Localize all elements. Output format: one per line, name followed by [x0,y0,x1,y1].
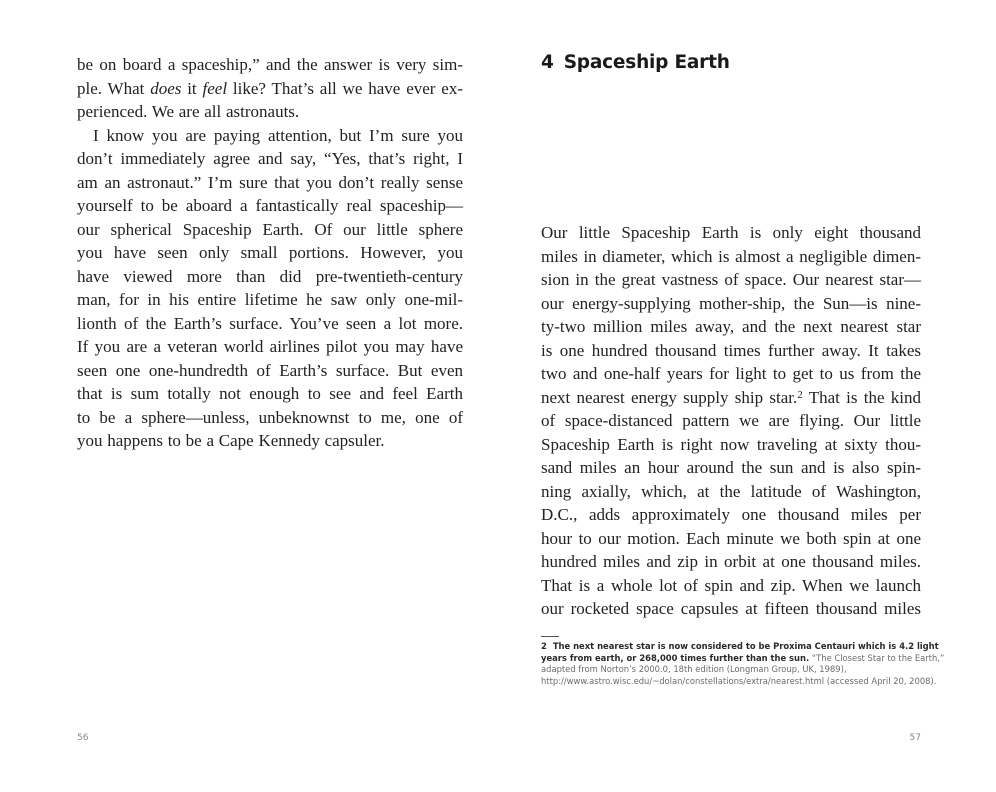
footnote [541,641,945,687]
text-line: is one hundred thousand times further away. It takes [541,340,921,360]
text-line: sand miles an hour around the sun and is also spin- [541,458,921,477]
text-line: of space-distanced pattern we are flying. Our little [541,411,921,430]
text-line: perienced. We are all astronauts. [77,102,300,121]
text-line: That is a whole lot of spin and zip. When we launch [541,575,921,595]
text-line: yourself to be aboard a fantastically real spaceship— [77,196,463,215]
text-line: you happens to be a Cape Kennedy capsuler. [77,431,385,450]
footnote-url-line[interactable]: http://www.astro.wisc.edu/~dolan/constellations/extra/nearest.html (accessed April 20, 2008). [541,675,937,686]
text-fragment: it [181,78,203,98]
footnote-line [541,641,939,653]
footnote-number: 2 [541,641,547,651]
text-line: I know you are paying attention, but I’m sure you [93,125,463,145]
footnote-line: adapted from Norton’s 2000.0, 18th edition (Longman Group, UK, 1989), [541,664,847,674]
text-line: am an astronaut.” I’m sure that you don’t really sense [77,172,463,192]
text-line [541,386,921,410]
text-line: you have seen only small portions. However, you [77,243,463,262]
text-line: to be a sphere—unless, unbeknownst to me, one of [77,407,463,427]
text-fragment: next nearest energy supply ship star. [541,387,798,407]
page-number: 56 [77,733,89,743]
text-line: sion in the great vastness of space. Our nearest star— [541,270,921,289]
text-line: that is sum totally not enough to see and feel Earth [77,384,463,403]
text-line: our rocketed space capsules at fifteen thousand miles [541,599,921,618]
footnote-bold-text: years from earth, or 268,000 times further than the sun. [541,652,810,663]
page-number: 57 [909,733,921,743]
chapter-heading [541,52,730,73]
text-line: If you are a veteran world airlines pilot you may have [77,337,463,356]
text-fragment: like? That’s all we have ever ex- [227,78,463,98]
footnote-rule [541,636,559,637]
text-fragment: ple. What [77,78,151,98]
footnote-text: “The Closest Star to the Earth,” [809,652,945,663]
italic-text: feel [202,78,228,98]
text-line: ty-two million miles away, and the next nearest star [541,317,921,336]
text-line: don’t immediately agree and say, “Yes, that’s right, I [77,149,463,168]
text-line: seen one one-hundredth of Earth’s surface. But even [77,360,463,380]
text-fragment: That is the kind [802,387,921,407]
chapter-title: Spaceship Earth [563,52,730,73]
italic-text: does [150,78,182,98]
text-line: Spaceship Earth is right now traveling at sixty thou- [541,434,921,454]
right-page [498,0,996,792]
text-line: hour to our motion. Each minute we both spin at one [541,528,921,548]
footnote-bold-text: The next nearest star is now considered to be Proxima Centauri which is 4.2 light [552,641,939,651]
text-line: ning axially, which, at the latitude of Washington, [541,481,921,501]
text-line: hundred miles and zip in orbit at one thousand miles. [541,552,921,571]
text-line: lionth of the Earth’s surface. You’ve seen a lot more. [77,313,463,333]
text-line: have viewed more than did pre-twentieth-century [77,266,463,286]
text-line: man, for in his entire lifetime he saw only one-mil- [77,290,463,309]
text-line: miles in diameter, which is almost a negligible dimen- [541,246,921,266]
footnote-line [541,652,945,665]
text-line [77,77,463,101]
footnote-reference[interactable]: 2 [797,388,803,401]
text-line: our energy-supplying mother-ship, the Sun—is nine- [541,293,921,313]
text-line: D.C., adds approximately one thousand miles per [541,505,921,524]
body-text [77,53,463,453]
text-line: Our little Spaceship Earth is only eight thousand [541,223,921,242]
text-line: be on board a spaceship,” and the answer is very sim- [77,55,463,74]
text-line: two and one-half years for light to get to us from the [541,364,921,383]
chapter-number: 4 [541,52,554,73]
text-line: our spherical Spaceship Earth. Of our little sphere [77,219,463,239]
body-text [541,221,921,621]
